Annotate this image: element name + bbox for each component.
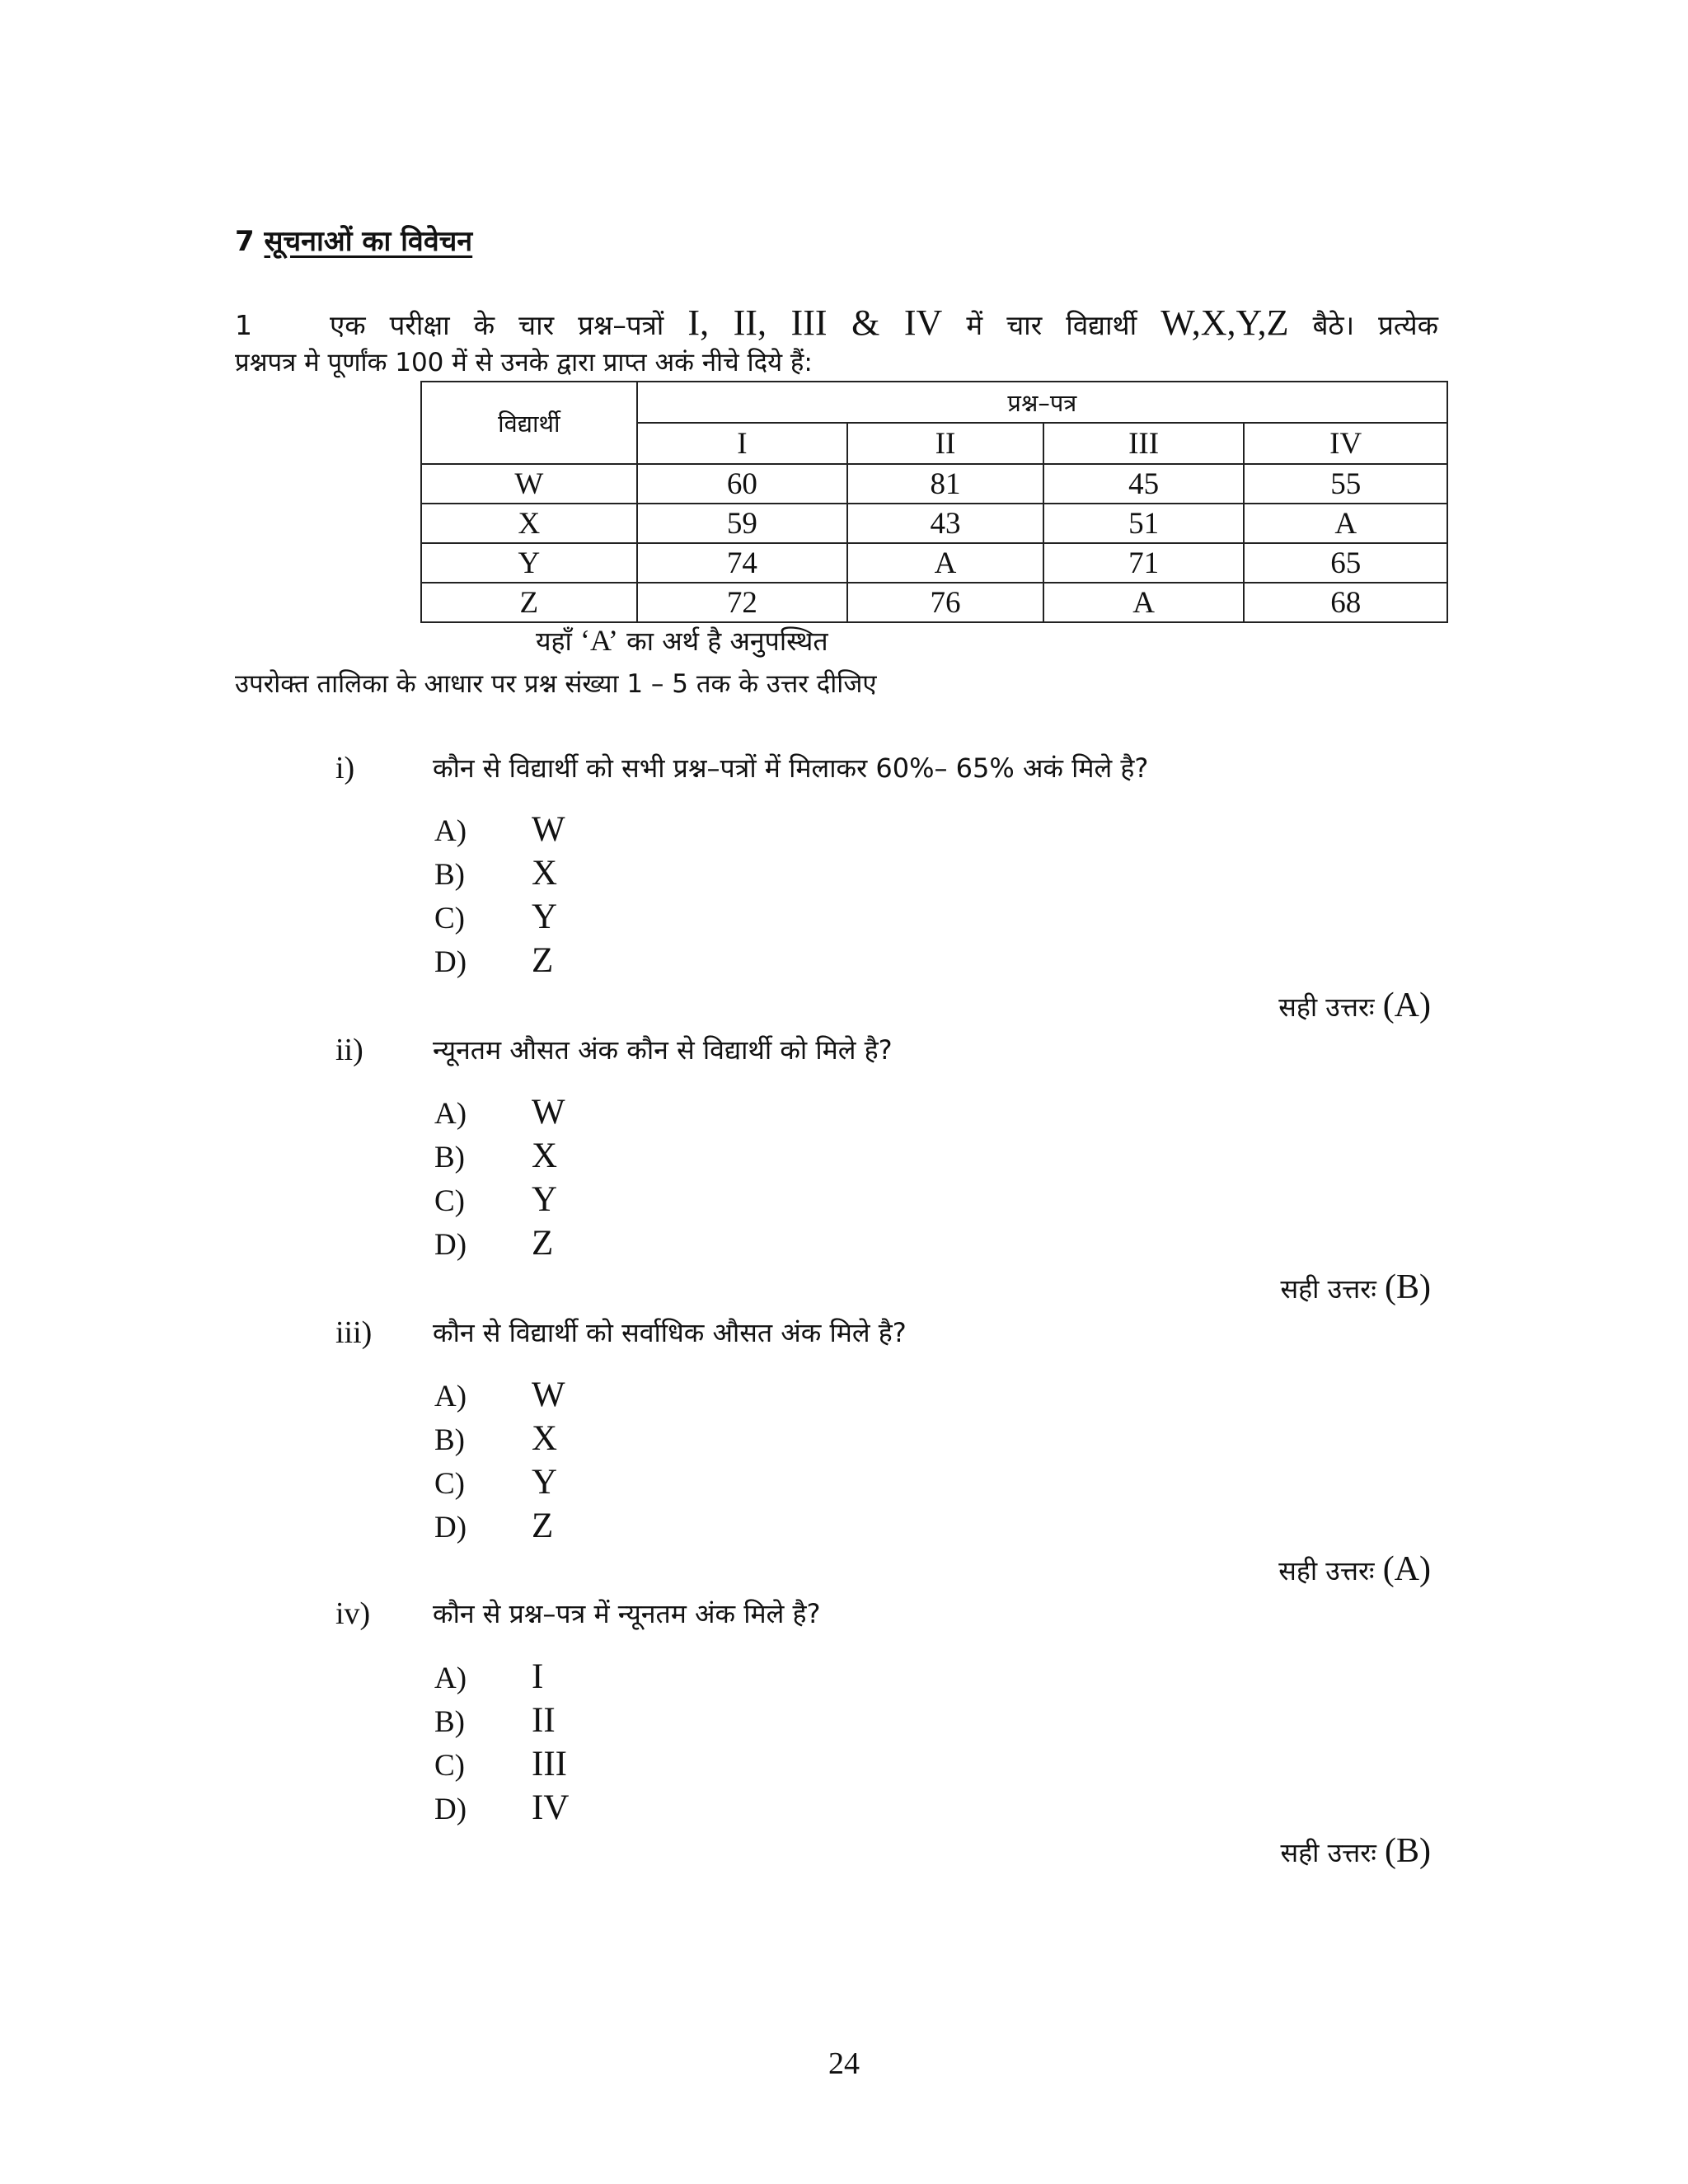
- papers-list: I, II, III & IV: [687, 302, 943, 343]
- question-label: iii): [335, 1315, 373, 1350]
- option[interactable]: [434, 1418, 557, 1459]
- score-cell: 59: [637, 504, 848, 543]
- option[interactable]: [434, 1136, 557, 1176]
- score-cell: 76: [847, 583, 1043, 622]
- option[interactable]: [434, 1462, 557, 1502]
- paper-header: I: [637, 423, 848, 464]
- question-text: कौन से विद्यार्थी को सभी प्रश्न–पत्रों में मिलाकर 60%– 65% अकं मिले है?: [433, 752, 1149, 784]
- option-value: Z: [532, 1224, 554, 1263]
- paper-header: II: [847, 423, 1043, 464]
- intro-line-2: प्रश्नपत्र मे पूर्णांक 100 में से उनके द्वारा प्राप्त अकं नीचे दिये हैं:: [235, 348, 813, 377]
- option-value: X: [532, 854, 558, 893]
- option-value: Y: [532, 1180, 558, 1219]
- option-letter: B): [434, 1705, 465, 1739]
- table-row: [421, 504, 1447, 543]
- question-label: i): [335, 751, 355, 785]
- option-letter: D): [434, 1228, 467, 1262]
- answer-label: सही उत्तरः: [1278, 1555, 1375, 1586]
- score-cell: 45: [1043, 464, 1245, 504]
- option-letter: C): [434, 1467, 465, 1501]
- intro-text-a: एक परीक्षा के चार प्रश्न–पत्रों: [330, 309, 664, 341]
- question-label: ii): [335, 1033, 363, 1067]
- correct-answer: [1278, 1549, 1431, 1589]
- option-value: I: [532, 1657, 544, 1696]
- option[interactable]: [434, 1223, 553, 1263]
- section-heading: [235, 221, 472, 259]
- answer-label: सही उत्तरः: [1280, 1273, 1376, 1305]
- option[interactable]: [434, 897, 557, 937]
- score-cell: 81: [847, 464, 1043, 504]
- intro-text: [330, 302, 1438, 344]
- score-cell: A: [1043, 583, 1245, 622]
- option-letter: A): [434, 814, 467, 848]
- option[interactable]: [434, 853, 557, 893]
- option[interactable]: [434, 1788, 569, 1828]
- page-number: 24: [828, 2046, 860, 2081]
- option-letter: B): [434, 858, 465, 892]
- correct-answer: [1281, 1268, 1431, 1307]
- option-value: Z: [532, 1507, 554, 1545]
- answer-value: (A): [1382, 1550, 1431, 1588]
- correct-answer: [1281, 1831, 1431, 1871]
- option-value: W: [532, 1376, 565, 1414]
- option[interactable]: [434, 1375, 565, 1415]
- question-text: कौन से विद्यार्थी को सर्वाधिक औसत अंक मिले है?: [433, 1317, 907, 1348]
- question-text: कौन से प्रश्न–पत्र में न्यूनतम अंक मिले है?: [433, 1598, 821, 1629]
- score-cell: 60: [637, 464, 848, 504]
- option-letter: C): [434, 902, 465, 935]
- student-column-header: विद्यार्थी: [421, 382, 637, 464]
- score-cell: 72: [637, 583, 848, 622]
- option-letter: B): [434, 1141, 465, 1174]
- intro-line-1: [235, 302, 1438, 344]
- score-cell: A: [847, 543, 1043, 583]
- option[interactable]: [434, 940, 553, 981]
- option-value: III: [532, 1745, 567, 1783]
- correct-answer: [1278, 986, 1431, 1025]
- option[interactable]: [434, 1092, 565, 1132]
- absent-note: [536, 623, 828, 658]
- question-text: न्यूनतम औसत अंक कौन से विद्यार्थी को मिले है?: [433, 1034, 893, 1066]
- students-list: W,X,Y,Z: [1160, 302, 1289, 343]
- option[interactable]: [434, 1179, 557, 1220]
- instruction-text: उपरोक्त तालिका के आधार पर प्रश्न संख्या 1 – 5 तक के उत्तर दीजिए: [235, 669, 877, 699]
- option[interactable]: [434, 1700, 556, 1741]
- answer-label: सही उत्तरः: [1278, 991, 1375, 1023]
- option-letter: A): [434, 1097, 467, 1131]
- option-value: W: [532, 810, 565, 849]
- score-cell: 51: [1043, 504, 1245, 543]
- table-row: [421, 464, 1447, 504]
- intro-text-b: में चार विद्यार्थी: [966, 309, 1137, 341]
- paper-header: III: [1043, 423, 1245, 464]
- option-value: X: [532, 1137, 558, 1175]
- option-letter: C): [434, 1184, 465, 1218]
- score-cell: 71: [1043, 543, 1245, 583]
- option-letter: D): [434, 1511, 467, 1544]
- option-letter: D): [434, 1793, 467, 1826]
- option-value: X: [532, 1419, 558, 1458]
- question-label: iv): [335, 1596, 371, 1631]
- note-post: का अर्थ है अनुपस्थित: [626, 626, 828, 657]
- option-value: Z: [532, 941, 554, 980]
- option-value: Y: [532, 898, 558, 936]
- scores-table: [420, 381, 1448, 623]
- score-cell: 43: [847, 504, 1043, 543]
- score-cell: 74: [637, 543, 848, 583]
- option[interactable]: [434, 1744, 567, 1784]
- option-value: Y: [532, 1463, 558, 1502]
- student-cell: X: [421, 504, 637, 543]
- option-value: IV: [532, 1788, 570, 1827]
- section-title: सूचनाओं का विवेचन: [264, 225, 473, 258]
- option-value: II: [532, 1701, 556, 1740]
- option-letter: B): [434, 1423, 465, 1457]
- problem-number: 1: [235, 309, 252, 341]
- note-pre: यहाँ: [536, 626, 572, 657]
- table-row: [421, 543, 1447, 583]
- table-header-row: [421, 382, 1447, 423]
- option-value: W: [532, 1093, 565, 1132]
- student-cell: W: [421, 464, 637, 504]
- score-cell: 55: [1244, 464, 1447, 504]
- student-cell: Y: [421, 543, 637, 583]
- option[interactable]: [434, 1657, 543, 1697]
- option[interactable]: [434, 1506, 553, 1546]
- option-letter: C): [434, 1749, 465, 1783]
- score-cell: A: [1244, 504, 1447, 543]
- option[interactable]: [434, 809, 565, 850]
- paper-header: IV: [1244, 423, 1447, 464]
- student-cell: Z: [421, 583, 637, 622]
- score-cell: 65: [1244, 543, 1447, 583]
- table-row: [421, 583, 1447, 622]
- option-letter: D): [434, 945, 467, 979]
- note-symbol: ‘A’: [580, 624, 618, 657]
- answer-label: सही उत्तरः: [1280, 1837, 1376, 1868]
- answer-value: (A): [1382, 987, 1431, 1024]
- section-number: 7: [235, 225, 255, 258]
- intro-text-c: बैठे। प्रत्येक: [1312, 309, 1438, 341]
- option-letter: A): [434, 1380, 467, 1413]
- score-cell: 68: [1244, 583, 1447, 622]
- answer-value: (B): [1385, 1268, 1431, 1306]
- paper-group-header: प्रश्न–पत्र: [637, 382, 1447, 423]
- answer-value: (B): [1385, 1832, 1431, 1870]
- option-letter: A): [434, 1661, 467, 1695]
